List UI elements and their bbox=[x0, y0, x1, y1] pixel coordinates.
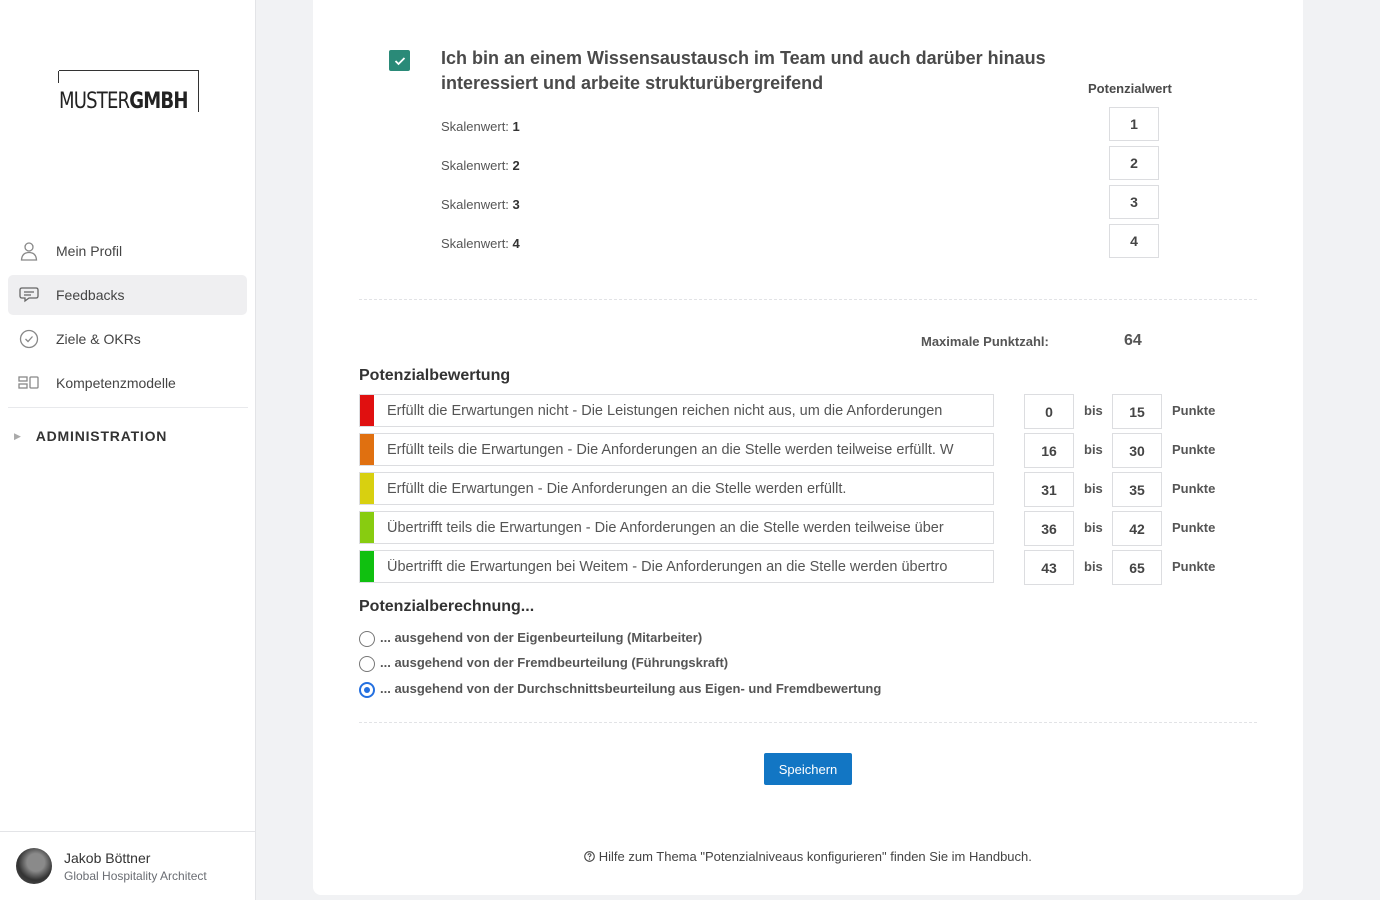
level-to-input[interactable]: 65 bbox=[1112, 550, 1162, 585]
punkte-label: Punkte bbox=[1172, 403, 1216, 418]
level-text: Übertrifft die Erwartungen bei Weitem - Die Anforderungen an die Stelle werden übertro bbox=[387, 558, 948, 575]
scale-value: 2 bbox=[512, 158, 520, 173]
potential-header: Potenzialwert bbox=[1088, 81, 1172, 96]
scale-value: 1 bbox=[512, 119, 520, 134]
level-color-swatch bbox=[359, 550, 374, 583]
level-to-input[interactable]: 42 bbox=[1112, 511, 1162, 546]
level-text: Übertrifft teils die Erwartungen - Die Anforderungen an die Stelle werden teilweise über bbox=[387, 519, 944, 536]
bis-label: bis bbox=[1084, 559, 1103, 574]
level-color-swatch bbox=[359, 433, 374, 466]
model-icon bbox=[18, 372, 40, 394]
help-link[interactable]: Hilfe zum Thema "Potenzialniveaus konfigurieren" finden Sie im Handbuch. bbox=[598, 849, 1032, 864]
divider bbox=[359, 299, 1257, 300]
potential-input[interactable]: 3 bbox=[1109, 185, 1159, 219]
scale-prefix: Skalenwert: bbox=[441, 197, 509, 212]
level-text: Erfüllt die Erwartungen nicht - Die Leistungen reichen nicht aus, um die Anforderungen bbox=[387, 402, 943, 419]
punkte-label: Punkte bbox=[1172, 442, 1216, 457]
user-role: Global Hospitality Architect bbox=[64, 869, 207, 883]
level-from-input[interactable]: 31 bbox=[1024, 472, 1074, 507]
calc-option-manager[interactable] bbox=[359, 652, 728, 672]
level-color-swatch bbox=[359, 394, 374, 427]
company-logo[interactable] bbox=[59, 70, 199, 112]
level-text: Erfüllt teils die Erwartungen - Die Anforderungen an die Stelle werden teilweise erfüllt. W bbox=[387, 441, 954, 458]
radio-button[interactable] bbox=[359, 631, 375, 647]
punkte-label: Punkte bbox=[1172, 520, 1216, 535]
help-text bbox=[313, 849, 1303, 864]
potential-rating-title: Potenzialbewertung bbox=[359, 367, 511, 384]
level-from-input[interactable]: 36 bbox=[1024, 511, 1074, 546]
help-icon bbox=[584, 851, 595, 862]
level-description-input[interactable] bbox=[359, 394, 994, 427]
save-button[interactable]: Speichern bbox=[764, 753, 852, 785]
scale-label bbox=[441, 119, 520, 134]
level-from-input[interactable]: 0 bbox=[1024, 394, 1074, 429]
radio-button[interactable] bbox=[359, 656, 375, 672]
sidebar-item-label: Mein Profil bbox=[56, 243, 123, 259]
level-description-input[interactable] bbox=[359, 511, 994, 544]
main-card bbox=[313, 0, 1303, 895]
bis-label: bis bbox=[1084, 403, 1103, 418]
punkte-label: Punkte bbox=[1172, 481, 1216, 496]
level-description-input[interactable] bbox=[359, 472, 994, 505]
user-name: Jakob Böttner bbox=[64, 850, 151, 866]
punkte-label: Punkte bbox=[1172, 559, 1216, 574]
person-icon bbox=[18, 240, 40, 262]
sidebar-item-mein-profil[interactable] bbox=[8, 231, 247, 271]
user-panel[interactable] bbox=[0, 831, 255, 900]
question-checkbox[interactable] bbox=[389, 50, 410, 71]
level-color-swatch bbox=[359, 511, 374, 544]
max-points-value: 64 bbox=[1124, 332, 1142, 349]
calc-option-average[interactable] bbox=[359, 678, 881, 698]
radio-button-selected[interactable] bbox=[359, 682, 375, 698]
sidebar-item-ziele-okrs[interactable] bbox=[8, 319, 247, 359]
level-to-input[interactable]: 30 bbox=[1112, 433, 1162, 468]
sidebar-nav bbox=[8, 231, 247, 407]
avatar bbox=[16, 848, 52, 884]
check-circle-icon bbox=[18, 328, 40, 350]
admin-label: ADMINISTRATION bbox=[35, 428, 168, 444]
sidebar-item-label: Ziele & OKRs bbox=[56, 331, 141, 347]
level-text: Erfüllt die Erwartungen - Die Anforderungen an die Stelle werden erfüllt. bbox=[387, 480, 847, 497]
scale-prefix: Skalenwert: bbox=[441, 158, 509, 173]
radio-label: ... ausgehend von der Fremdbeurteilung (Führungskraft) bbox=[380, 654, 729, 670]
logo-text-part2: GMBH bbox=[129, 89, 188, 114]
sidebar-item-kompetenzmodelle[interactable] bbox=[8, 363, 247, 403]
scale-prefix: Skalenwert: bbox=[441, 236, 509, 251]
logo-text-part1: MUSTER bbox=[59, 89, 130, 114]
radio-label: ... ausgehend von der Durchschnittsbeurteilung aus Eigen- und Fremdbewertung bbox=[380, 680, 882, 696]
sidebar bbox=[0, 0, 256, 900]
potential-input[interactable]: 4 bbox=[1109, 224, 1159, 258]
sidebar-item-label: Feedbacks bbox=[56, 287, 125, 303]
scale-value: 3 bbox=[512, 197, 520, 212]
level-description-input[interactable] bbox=[359, 433, 994, 466]
level-to-input[interactable]: 35 bbox=[1112, 472, 1162, 507]
potential-input[interactable]: 2 bbox=[1109, 146, 1159, 180]
sidebar-item-administration[interactable] bbox=[14, 428, 167, 444]
calc-option-self[interactable] bbox=[359, 627, 702, 647]
scale-label bbox=[441, 236, 520, 251]
chat-icon bbox=[18, 284, 40, 306]
question-title: Ich bin an einem Wissensaustausch im Team und auch darüber hinaus interessiert und arbeite strukturübergreifend bbox=[441, 48, 1046, 93]
checkmark-icon bbox=[394, 56, 406, 66]
scale-label bbox=[441, 197, 520, 212]
bis-label: bis bbox=[1084, 520, 1103, 535]
sidebar-divider bbox=[8, 407, 248, 408]
scale-label bbox=[441, 158, 520, 173]
bis-label: bis bbox=[1084, 481, 1103, 496]
bis-label: bis bbox=[1084, 442, 1103, 457]
calculation-title: Potenzialberechnung... bbox=[359, 598, 535, 615]
sidebar-item-label: Kompetenzmodelle bbox=[56, 375, 176, 391]
level-to-input[interactable]: 15 bbox=[1112, 394, 1162, 429]
divider bbox=[359, 722, 1257, 723]
scale-value: 4 bbox=[512, 236, 520, 251]
level-from-input[interactable]: 43 bbox=[1024, 550, 1074, 585]
potential-input[interactable]: 1 bbox=[1109, 107, 1159, 141]
level-color-swatch bbox=[359, 472, 374, 505]
radio-label: ... ausgehend von der Eigenbeurteilung (Mitarbeiter) bbox=[380, 629, 703, 645]
scale-prefix: Skalenwert: bbox=[441, 119, 509, 134]
level-from-input[interactable]: 16 bbox=[1024, 433, 1074, 468]
caret-right-icon: ▶ bbox=[14, 430, 22, 441]
sidebar-item-feedbacks[interactable] bbox=[8, 275, 247, 315]
level-description-input[interactable] bbox=[359, 550, 994, 583]
max-points-label: Maximale Punktzahl: bbox=[921, 334, 1049, 349]
